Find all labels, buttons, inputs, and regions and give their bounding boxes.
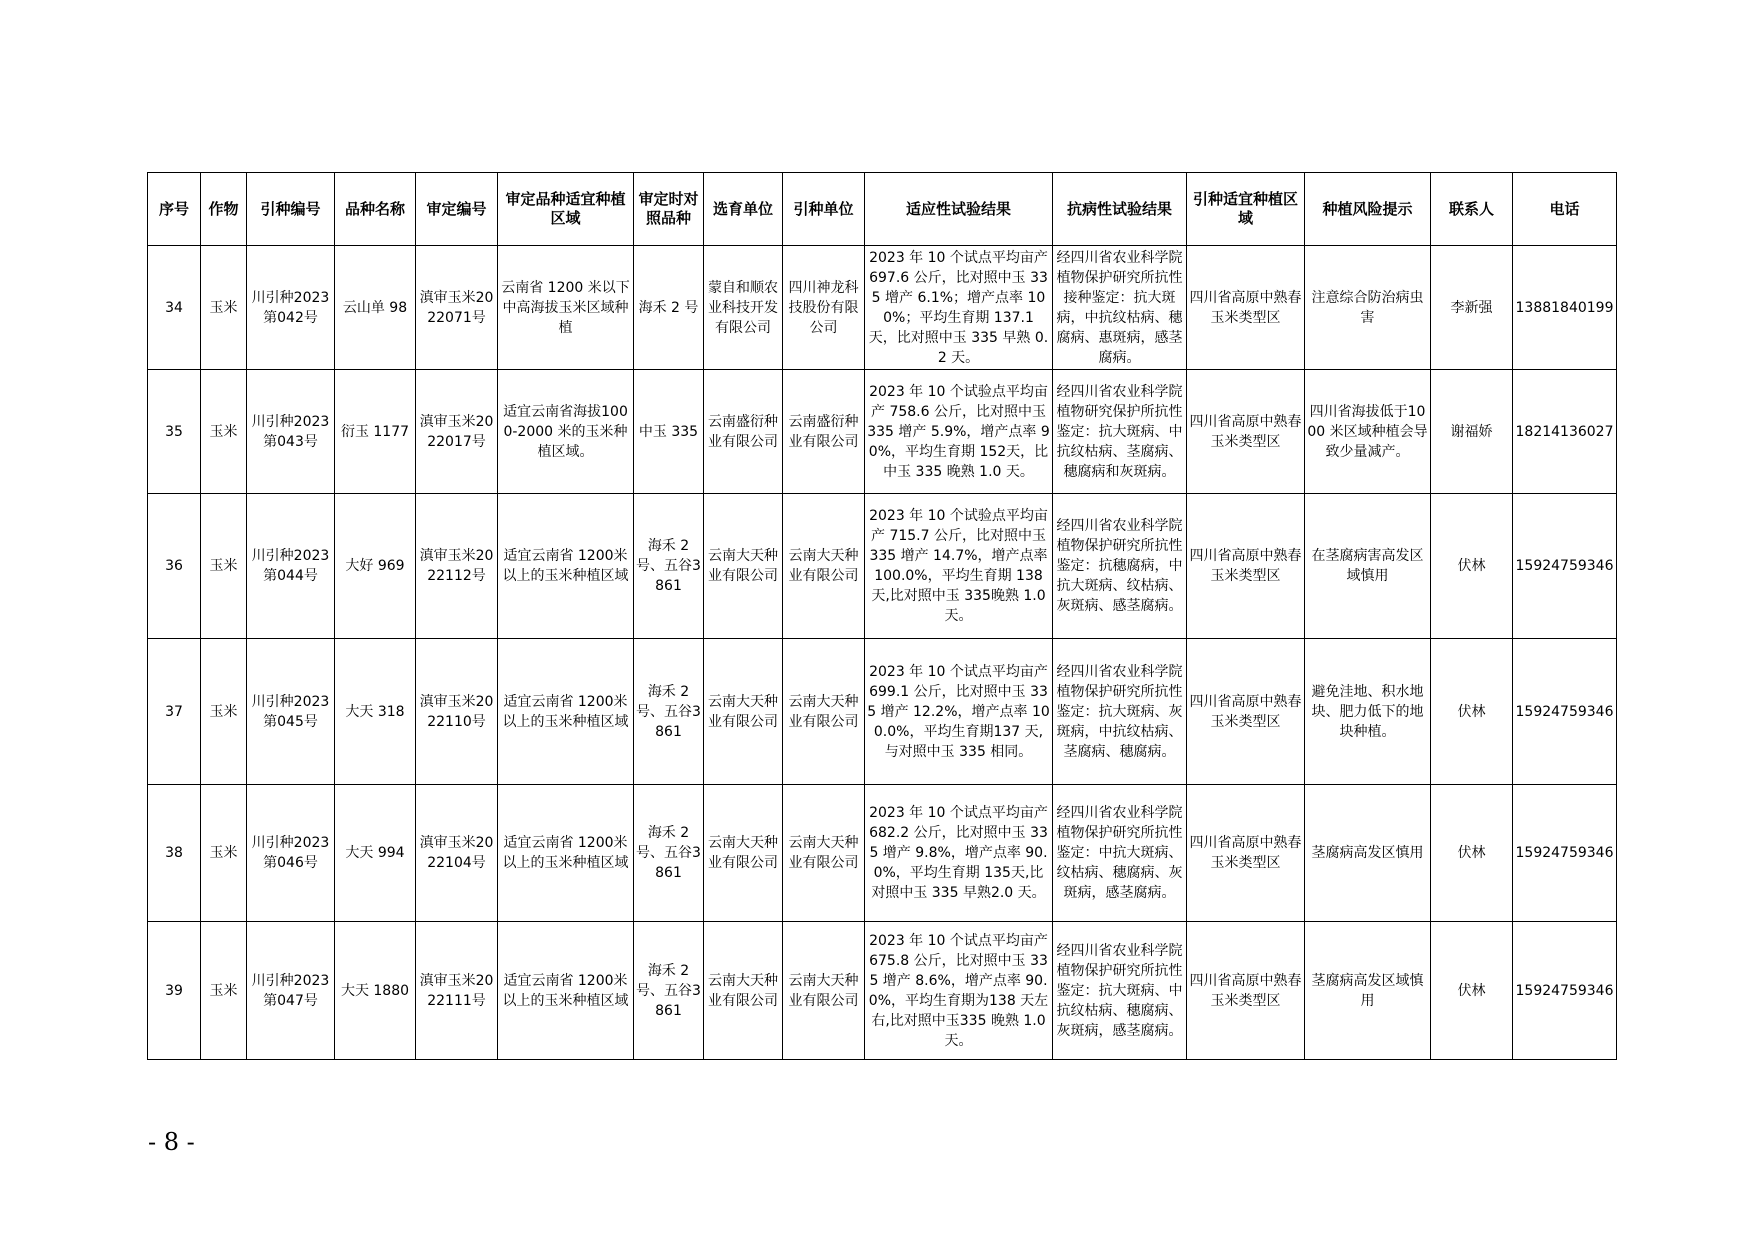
cell-adaptability: 2023 年 10 个试点平均亩产 697.6 公斤，比对照中玉 335 增产 6.1%；增产点率 100%；平均生育期 137.1 天，比对照中玉 335 早熟 0.2 天。 [865,246,1053,370]
cell-intro-region: 四川省高原中熟春玉米类型区 [1187,494,1305,639]
cell-variety-name: 大天 318 [335,639,416,785]
cell-contact: 伏林 [1431,639,1513,785]
cell-contact: 伏林 [1431,922,1513,1060]
header-breeder: 选育单位 [704,173,783,246]
cell-disease-resistance: 经四川省农业科学院植物保护研究所抗性鉴定：抗大斑病、中抗纹枯病、穗腐病、灰斑病，感茎腐病。 [1053,922,1187,1060]
cell-disease-resistance: 经四川省农业科学院植物研究保护所抗性鉴定：抗大斑病、中抗纹枯病、茎腐病、穗腐病和灰斑病。 [1053,370,1187,494]
header-index: 序号 [148,173,201,246]
cell-adaptability: 2023 年 10 个试点平均亩产 682.2 公斤，比对照中玉 335 增产 9.8%，增产点率 90.0%，平均生育期 135天,比对照中玉 335 早熟2.0 天。 [865,785,1053,922]
cell-approval-number: 滇审玉米2022110号 [416,639,498,785]
cell-breeder: 云南大天种业有限公司 [704,785,783,922]
header-approved-region: 审定品种适宜种植区域 [498,173,634,246]
cell-index: 34 [148,246,201,370]
header-introducer: 引种单位 [783,173,865,246]
header-phone: 电话 [1513,173,1617,246]
cell-introducer: 四川神龙科技股份有限公司 [783,246,865,370]
cell-crop: 玉米 [201,922,247,1060]
header-intro-region: 引种适宜种植区域 [1187,173,1305,246]
cell-intro-number: 川引种2023第044号 [247,494,335,639]
cell-index: 37 [148,639,201,785]
variety-table [147,172,1617,1060]
cell-adaptability: 2023 年 10 个试验点平均亩产 715.7 公斤，比对照中玉 335 增产 14.7%，增产点率 100.0%，平均生育期 138 天,比对照中玉 335晚熟 1.0 天。 [865,494,1053,639]
cell-breeder: 云南大天种业有限公司 [704,494,783,639]
cell-intro-region: 四川省高原中熟春玉米类型区 [1187,785,1305,922]
cell-approved-region: 适宜云南省 1200米以上的玉米种植区域 [498,639,634,785]
cell-approval-number: 滇审玉米2022112号 [416,494,498,639]
cell-introducer: 云南大天种业有限公司 [783,922,865,1060]
cell-risk-tip: 避免洼地、积水地块、肥力低下的地块种植。 [1305,639,1431,785]
cell-breeder: 云南大天种业有限公司 [704,922,783,1060]
cell-contact: 谢福娇 [1431,370,1513,494]
cell-control-variety: 海禾 2 号 [634,246,704,370]
cell-phone: 13881840199 [1513,246,1617,370]
cell-crop: 玉米 [201,494,247,639]
cell-adaptability: 2023 年 10 个试点平均亩产 675.8 公斤，比对照中玉 335 增产 8.6%，增产点率 90.0%，平均生育期为138 天左右,比对照中玉335 晚熟 1.0 天。 [865,922,1053,1060]
cell-disease-resistance: 经四川省农业科学院植物保护研究所抗性鉴定：抗大斑病、灰斑病，中抗纹枯病、茎腐病、穗腐病。 [1053,639,1187,785]
table-row [148,246,1617,370]
header-disease-resistance: 抗病性试验结果 [1053,173,1187,246]
cell-disease-resistance: 经四川省农业科学院植物保护研究所抗性鉴定：中抗大斑病、纹枯病、穗腐病、灰斑病，感茎腐病。 [1053,785,1187,922]
table-row [148,639,1617,785]
cell-contact: 李新强 [1431,246,1513,370]
header-intro-number: 引种编号 [247,173,335,246]
table-row [148,370,1617,494]
cell-introducer: 云南盛衍种业有限公司 [783,370,865,494]
cell-contact: 伏林 [1431,494,1513,639]
cell-approved-region: 云南省 1200 米以下中高海拔玉米区域种植 [498,246,634,370]
header-variety-name: 品种名称 [335,173,416,246]
header-risk-tip: 种植风险提示 [1305,173,1431,246]
cell-risk-tip: 注意综合防治病虫害 [1305,246,1431,370]
cell-approved-region: 适宜云南省 1200米以上的玉米种植区域 [498,494,634,639]
cell-approval-number: 滇审玉米2022017号 [416,370,498,494]
header-approval-number: 审定编号 [416,173,498,246]
cell-approved-region: 适宜云南省海拔1000-2000 米的玉米种植区域。 [498,370,634,494]
cell-variety-name: 大天 1880 [335,922,416,1060]
cell-index: 39 [148,922,201,1060]
cell-risk-tip: 茎腐病高发区慎用 [1305,785,1431,922]
cell-intro-region: 四川省高原中熟春玉米类型区 [1187,639,1305,785]
cell-intro-number: 川引种2023第042号 [247,246,335,370]
cell-crop: 玉米 [201,370,247,494]
cell-approved-region: 适宜云南省 1200米以上的玉米种植区域 [498,785,634,922]
cell-control-variety: 海禾 2号、五谷3861 [634,494,704,639]
cell-approval-number: 滇审玉米2022111号 [416,922,498,1060]
cell-approved-region: 适宜云南省 1200米以上的玉米种植区域 [498,922,634,1060]
cell-control-variety: 海禾 2号、五谷3861 [634,639,704,785]
cell-intro-number: 川引种2023第045号 [247,639,335,785]
cell-breeder: 云南大天种业有限公司 [704,639,783,785]
table-header-row [148,173,1617,246]
cell-intro-number: 川引种2023第047号 [247,922,335,1060]
cell-control-variety: 海禾 2号、五谷3861 [634,922,704,1060]
cell-phone: 15924759346 [1513,639,1617,785]
cell-crop: 玉米 [201,785,247,922]
cell-variety-name: 大好 969 [335,494,416,639]
cell-contact: 伏林 [1431,785,1513,922]
table-row [148,785,1617,922]
cell-intro-number: 川引种2023第043号 [247,370,335,494]
cell-phone: 15924759346 [1513,494,1617,639]
variety-table-container [147,172,1616,1060]
cell-variety-name: 大天 994 [335,785,416,922]
cell-introducer: 云南大天种业有限公司 [783,639,865,785]
cell-adaptability: 2023 年 10 个试点平均亩产 699.1 公斤，比对照中玉 335 增产 12.2%，增产点率 100.0%，平均生育期137 天,与对照中玉 335 相同。 [865,639,1053,785]
cell-control-variety: 海禾 2号、五谷3861 [634,785,704,922]
cell-index: 36 [148,494,201,639]
cell-variety-name: 云山单 98 [335,246,416,370]
cell-introducer: 云南大天种业有限公司 [783,494,865,639]
cell-adaptability: 2023 年 10 个试验点平均亩产 758.6 公斤，比对照中玉 335 增产 5.9%，增产点率 90%，平均生育期 152天，比中玉 335 晚熟 1.0 天。 [865,370,1053,494]
cell-intro-region: 四川省高原中熟春玉米类型区 [1187,246,1305,370]
header-contact: 联系人 [1431,173,1513,246]
cell-variety-name: 衍玉 1177 [335,370,416,494]
cell-intro-region: 四川省高原中熟春玉米类型区 [1187,922,1305,1060]
cell-crop: 玉米 [201,639,247,785]
header-control-variety: 审定时对照品种 [634,173,704,246]
cell-intro-region: 四川省高原中熟春玉米类型区 [1187,370,1305,494]
cell-control-variety: 中玉 335 [634,370,704,494]
cell-index: 35 [148,370,201,494]
cell-disease-resistance: 经四川省农业科学院植物保护研究所抗性接种鉴定：抗大斑病，中抗纹枯病、穗腐病、惠斑病，感茎腐病。 [1053,246,1187,370]
cell-approval-number: 滇审玉米2022104号 [416,785,498,922]
cell-intro-number: 川引种2023第046号 [247,785,335,922]
cell-disease-resistance: 经四川省农业科学院植物保护研究所抗性鉴定：抗穗腐病，中抗大斑病、纹枯病、灰斑病、感茎腐病。 [1053,494,1187,639]
cell-risk-tip: 茎腐病高发区域慎用 [1305,922,1431,1060]
cell-risk-tip: 在茎腐病害高发区域慎用 [1305,494,1431,639]
cell-introducer: 云南大天种业有限公司 [783,785,865,922]
header-adaptability: 适应性试验结果 [865,173,1053,246]
cell-phone: 15924759346 [1513,922,1617,1060]
table-row [148,494,1617,639]
cell-approval-number: 滇审玉米2022071号 [416,246,498,370]
cell-breeder: 云南盛衍种业有限公司 [704,370,783,494]
cell-phone: 18214136027 [1513,370,1617,494]
page-number: - 8 - [148,1128,195,1156]
cell-crop: 玉米 [201,246,247,370]
cell-risk-tip: 四川省海拔低于1000 米区域种植会导致少量减产。 [1305,370,1431,494]
cell-phone: 15924759346 [1513,785,1617,922]
table-row [148,922,1617,1060]
header-crop: 作物 [201,173,247,246]
cell-index: 38 [148,785,201,922]
cell-breeder: 蒙自和顺农业科技开发有限公司 [704,246,783,370]
